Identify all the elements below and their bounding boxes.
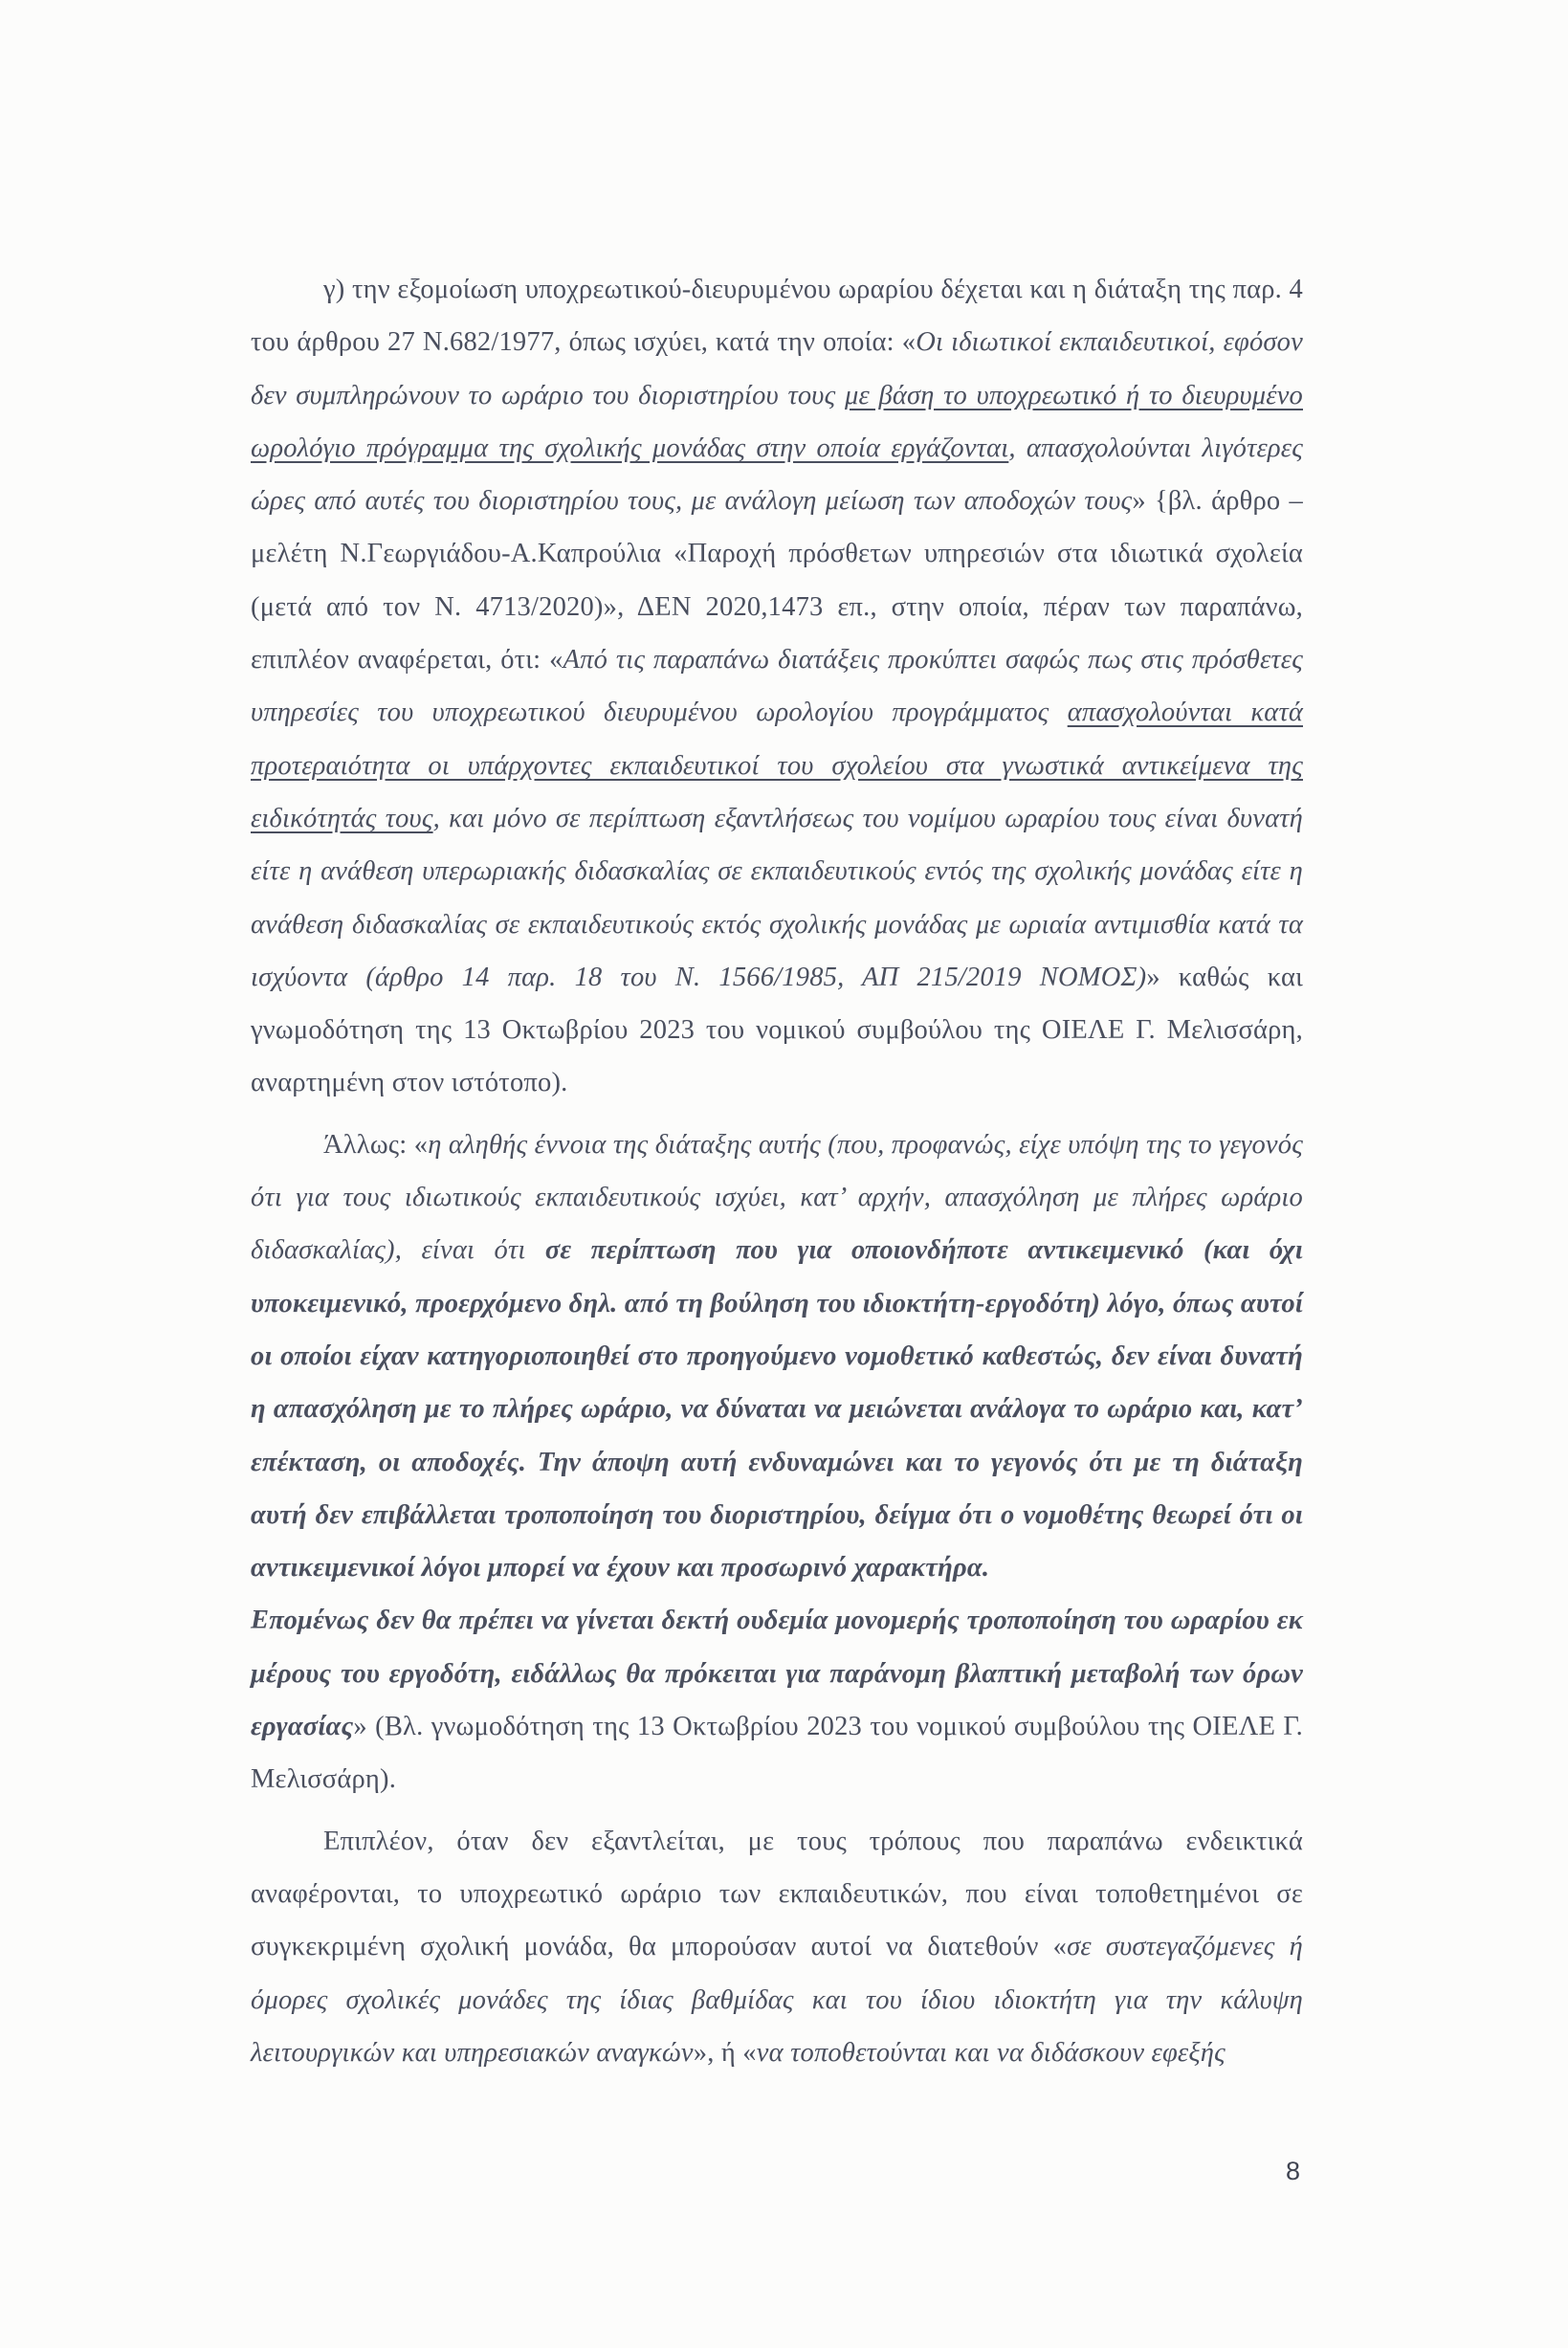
quote-segment: , και μόνο σε περίπτωση εξαντλήσεως του νομίμου ωραρίου τους είναι δυνατή είτε η ανάθεση υπερωριακής διδασκαλίας σε εκπαιδευτικούς εντός της σχολικής μονάδας είτε η ανάθεση διδασκαλίας σε εκπαιδευτικούς εκτός σχολικής μονάδας με ωριαία αντιμισθία κατά τα ισχύοντα (άρθρο 14 παρ. 18 του Ν. 1566/1985, ΑΠ 215/2019 ΝΟΜΟΣ) [251, 803, 1303, 992]
text-segment: γ) την εξομοίωση υποχρεωτικού-διευρυμένου ωραρίου δέχεται και η διάταξη της παρ. 4 του άρθρου 27 Ν.682/1977, όπως ισχύει, κατά την οποία: « [251, 275, 1303, 358]
bold-quote-segment: Επομένως δεν θα πρέπει να γίνεται δεκτή ουδεμία μονομερής τροποποίηση του ωραρίου εκ μέρους του εργοδότη, ειδάλλως θα πρόκειται για παράνομη βλαπτική μεταβολή των όρων εργασίας [251, 1606, 1303, 1742]
underlined-quote-segment: απασχολούνται κατά προτεραιότητα οι υπάρχοντες εκπαιδευτικοί του σχολείου στα γνωστικά αντικείμενα της ειδικότητάς τους [251, 698, 1303, 833]
bold-quote-segment: σε περίπτωση που για οποιονδήποτε αντικειμενικό (και όχι υποκειμενικό, προερχόμενο δηλ. από τη βούληση του ιδιοκτήτη-εργοδότη) λόγο, όπως αυτοί οι οποίοι είχαν κατηγοριοποιηθεί στο προηγούμενο νομοθετικό καθεστώς, δεν είναι δυνατή η απασχόληση με το πλήρες ωράριο, να δύναται να μειώνεται ανάλογα το ωράριο και, κατ’ επέκταση, οι αποδοχές. Την άποψη αυτή ενδυναμώνει και το γεγονός ότι με τη διάταξη αυτή δεν επιβάλλεται τροποποίηση του διοριστηρίου, δείγμα ότι ο νομοθέτης θεωρεί ότι οι αντικειμενικοί λόγοι μπορεί να έχουν και προσωρινό χαρακτήρα. [251, 1235, 1303, 1584]
quote-segment: Οι ιδιωτικοί εκπαιδευτικοί, εφόσον δεν συμπληρώνουν το ωράριο του διοριστηρίου τους [251, 327, 1303, 410]
underlined-quote-segment: με βάση το υποχρεωτικό ή το διευρυμένο ωρολόγιο πρόγραμμα της σχολικής μονάδας στην οποία εργάζονται [251, 380, 1303, 463]
paragraph-4 [251, 1815, 1303, 2079]
quote-segment: σε συστεγαζόμενες ή όμορες σχολικές μονάδες της ίδιας βαθμίδας και του ίδιου ιδιοκτήτη για την κάλυψη λειτουργικών και υπηρεσιακών αναγκών [251, 1932, 1303, 2068]
page-number: 8 [1286, 2157, 1301, 2185]
quote-segment: Από τις παραπάνω διατάξεις προκύπτει σαφώς πως στις πρόσθετες υπηρεσίες του υποχρεωτικού διευρυμένου ωρολογίου προγράμματος [251, 645, 1303, 728]
quote-segment: , απασχολούνται λιγότερες ώρες από αυτές του διοριστηρίου τους, με ανάλογη μείωση των αποδοχών τους [251, 432, 1303, 517]
document-body [251, 263, 1303, 2079]
text-segment: » (Βλ. γνωμοδότηση της 13 Οκτωβρίου 2023 του νομικού συμβούλου της ΟΙΕΛΕ Γ. Μελισσάρη). [251, 1712, 1303, 1795]
text-segment: Άλλως: « [323, 1129, 429, 1160]
text-segment: » καθώς και γνωμοδότηση της 13 Οκτωβρίου 2023 του νομικού συμβούλου της ΟΙΕΛΕ Γ. Μελισσάρη, αναρτημένη στον ιστότοπο). [251, 962, 1304, 1098]
text-segment: Επιπλέον, όταν δεν εξαντλείται, με τους τρόπους που παραπάνω ενδεικτικά αναφέρονται, το υποχρεωτικό ωράριο των εκπαιδευτικών, που είναι τοποθετημένοι σε συγκεκριμένη σχολική μονάδα, θα μπορούσαν αυτοί να διατεθούν « [251, 1826, 1303, 1962]
quote-segment: η αληθής έννοια της διάταξης αυτής (που, προφανώς, είχε υπόψη της το γεγονός ότι για τους ιδιωτικούς εκπαιδευτικούς ισχύει, κατ’ αρχήν, απασχόληση με πλήρες ωράριο διδασκαλίας), είναι ότι [251, 1129, 1303, 1266]
quote-segment: να τοποθετούνται και να διδάσκουν εφεξής [756, 2037, 1226, 2068]
text-segment: », ή « [693, 2037, 757, 2068]
text-segment: » {βλ. άρθρο – μελέτη Ν.Γεωργιάδου-Α.Καπρούλια «Παροχή πρόσθετων υπηρεσιών στα ιδιωτικά σχολεία (μετά από τον Ν. 4713/2020)», ΔΕΝ 2020,1473 επ., στην οποία, πέραν των παραπάνω, επιπλέον αναφέρεται, ότι: « [251, 486, 1303, 676]
paragraph-3 [251, 1594, 1303, 1805]
paragraph-2 [251, 1119, 1303, 1595]
paragraph-1 [251, 263, 1303, 1110]
